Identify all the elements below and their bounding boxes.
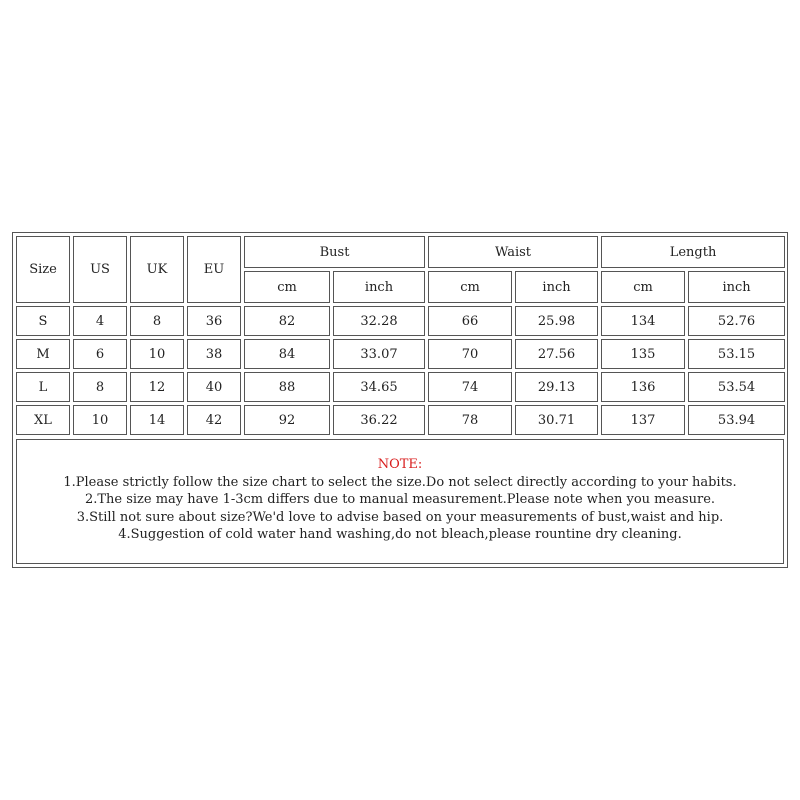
cell-eu: 36	[187, 306, 241, 336]
header-eu: EU	[187, 236, 241, 303]
cell-length-cm: 136	[601, 372, 685, 402]
cell-uk: 12	[130, 372, 184, 402]
header-us: US	[73, 236, 127, 303]
table-row	[16, 405, 785, 435]
cell-waist-cm: 66	[428, 306, 512, 336]
cell-bust-inch: 32.28	[333, 306, 425, 336]
table-row	[16, 339, 785, 369]
cell-length-cm: 137	[601, 405, 685, 435]
header-waist-cm: cm	[428, 271, 512, 303]
header-length-cm: cm	[601, 271, 685, 303]
cell-us: 6	[73, 339, 127, 369]
note-line-4: 4.Suggestion of cold water hand washing,do not bleach,please rountine dry cleaning.	[118, 527, 682, 542]
note-line-1: 1.Please strictly follow the size chart to select the size.Do not select directly according to your habits.	[63, 474, 737, 490]
note-line-3: 3.Still not sure about size?We'd love to advise based on your measurements of bust,waist and hip.	[76, 509, 724, 525]
cell-bust-inch: 33.07	[333, 339, 425, 369]
header-waist: Waist	[428, 236, 598, 268]
notes-box	[16, 439, 784, 564]
cell-eu: 38	[187, 339, 241, 369]
cell-length-cm: 134	[601, 306, 685, 336]
header-bust: Bust	[244, 236, 425, 268]
header-uk: UK	[130, 236, 184, 303]
header-size: Size	[16, 236, 70, 303]
note-title: NOTE:	[377, 457, 423, 472]
cell-waist-inch: 27.56	[515, 339, 598, 369]
cell-uk: 14	[130, 405, 184, 435]
cell-bust-cm: 82	[244, 306, 330, 336]
cell-size: M	[16, 339, 70, 369]
cell-length-inch: 53.54	[688, 372, 785, 402]
cell-length-inch: 53.94	[688, 405, 785, 435]
header-waist-inch: inch	[515, 271, 598, 303]
cell-waist-cm: 70	[428, 339, 512, 369]
cell-waist-cm: 74	[428, 372, 512, 402]
cell-waist-inch: 25.98	[515, 306, 598, 336]
note-line-2: 2.The size may have 1-3cm differs due to manual measurement.Please note when you measure.	[84, 492, 716, 507]
cell-length-cm: 135	[601, 339, 685, 369]
cell-waist-inch: 29.13	[515, 372, 598, 402]
cell-bust-cm: 92	[244, 405, 330, 435]
cell-us: 4	[73, 306, 127, 336]
size-chart	[12, 232, 788, 568]
header-bust-cm: cm	[244, 271, 330, 303]
cell-length-inch: 53.15	[688, 339, 785, 369]
cell-size: L	[16, 372, 70, 402]
cell-us: 10	[73, 405, 127, 435]
cell-size: XL	[16, 405, 70, 435]
cell-length-inch: 52.76	[688, 306, 785, 336]
cell-waist-inch: 30.71	[515, 405, 598, 435]
header-length: Length	[601, 236, 785, 268]
cell-bust-cm: 84	[244, 339, 330, 369]
header-bust-inch: inch	[333, 271, 425, 303]
cell-uk: 8	[130, 306, 184, 336]
cell-us: 8	[73, 372, 127, 402]
cell-uk: 10	[130, 339, 184, 369]
cell-eu: 40	[187, 372, 241, 402]
cell-bust-inch: 36.22	[333, 405, 425, 435]
table-row	[16, 372, 785, 402]
cell-waist-cm: 78	[428, 405, 512, 435]
table-row	[16, 306, 785, 336]
cell-size: S	[16, 306, 70, 336]
cell-bust-inch: 34.65	[333, 372, 425, 402]
size-table	[13, 233, 788, 438]
cell-bust-cm: 88	[244, 372, 330, 402]
header-length-inch: inch	[688, 271, 785, 303]
cell-eu: 42	[187, 405, 241, 435]
